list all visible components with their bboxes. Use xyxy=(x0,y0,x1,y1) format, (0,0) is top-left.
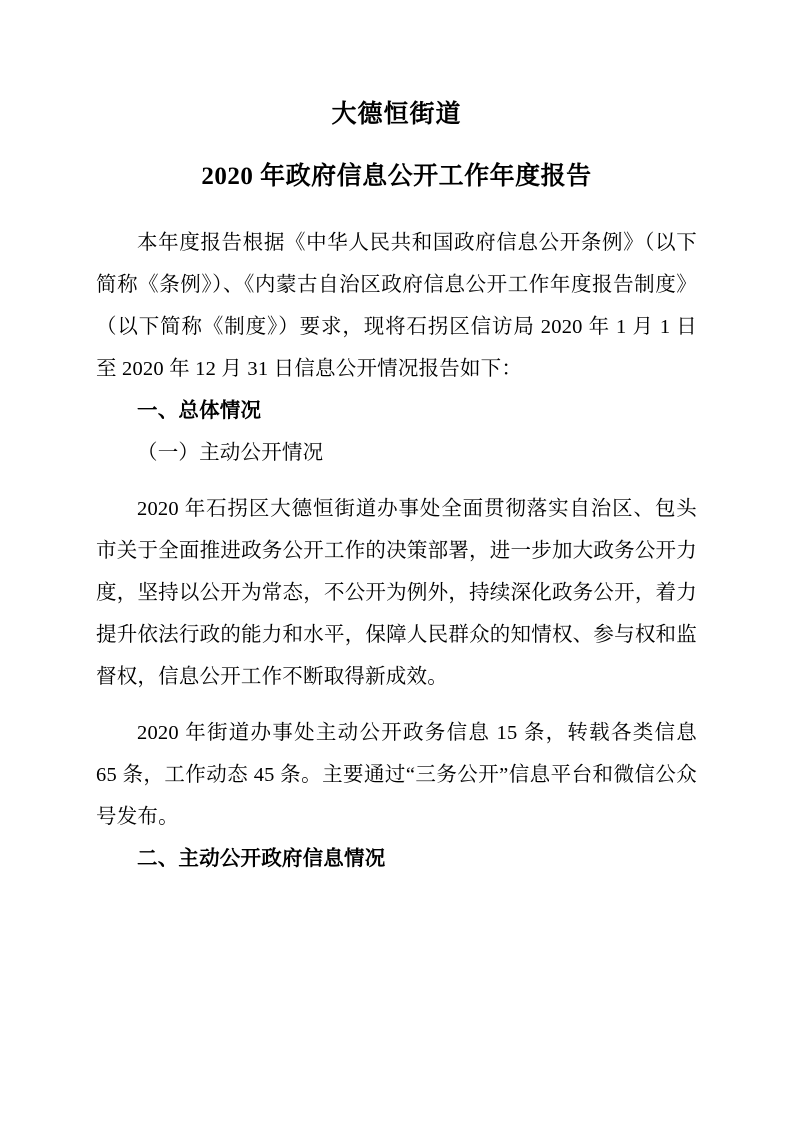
body-paragraph-2: 2020 年街道办事处主动公开政务信息 15 条，转载各类信息 65 条，工作动态 45 条。主要通过“三务公开”信息平台和微信公众号发布。 xyxy=(96,721,697,828)
body-paragraph-1: 2020 年石拐区大德恒街道办事处全面贯彻落实自治区、包头市关于全面推进政务公开工作的决策部署，进一步加大政务公开力度，坚持以公开为常态，不公开为例外，持续深化政务公开，着力提升依法行政的能力和水平，保障人民群众的知情权、参与权和监督权，信息公开工作不断取得新成效。 xyxy=(96,497,697,688)
subsection-heading-proactive-disclosure: （一）主动公开情况 xyxy=(137,441,324,464)
section-heading-overall: 一、总体情况 xyxy=(137,399,262,422)
document-title-line-2: 2020 年政府信息公开工作年度报告 xyxy=(201,162,592,190)
section-heading-proactive-info: 二、主动公开政府信息情况 xyxy=(137,847,386,870)
intro-paragraph: 本年度报告根据《中华人民共和国政府信息公开条例》（以下简称《条例》）、《内蒙古自治区政府信息公开工作年度报告制度》（以下简称《制度》）要求，现将石拐区信访局 2020 年 1 月 1 日至 2020 年 12 月 31 日信息公开情况报告如下： xyxy=(96,231,697,380)
document-title-line-1: 大德恒街道 xyxy=(331,101,462,128)
